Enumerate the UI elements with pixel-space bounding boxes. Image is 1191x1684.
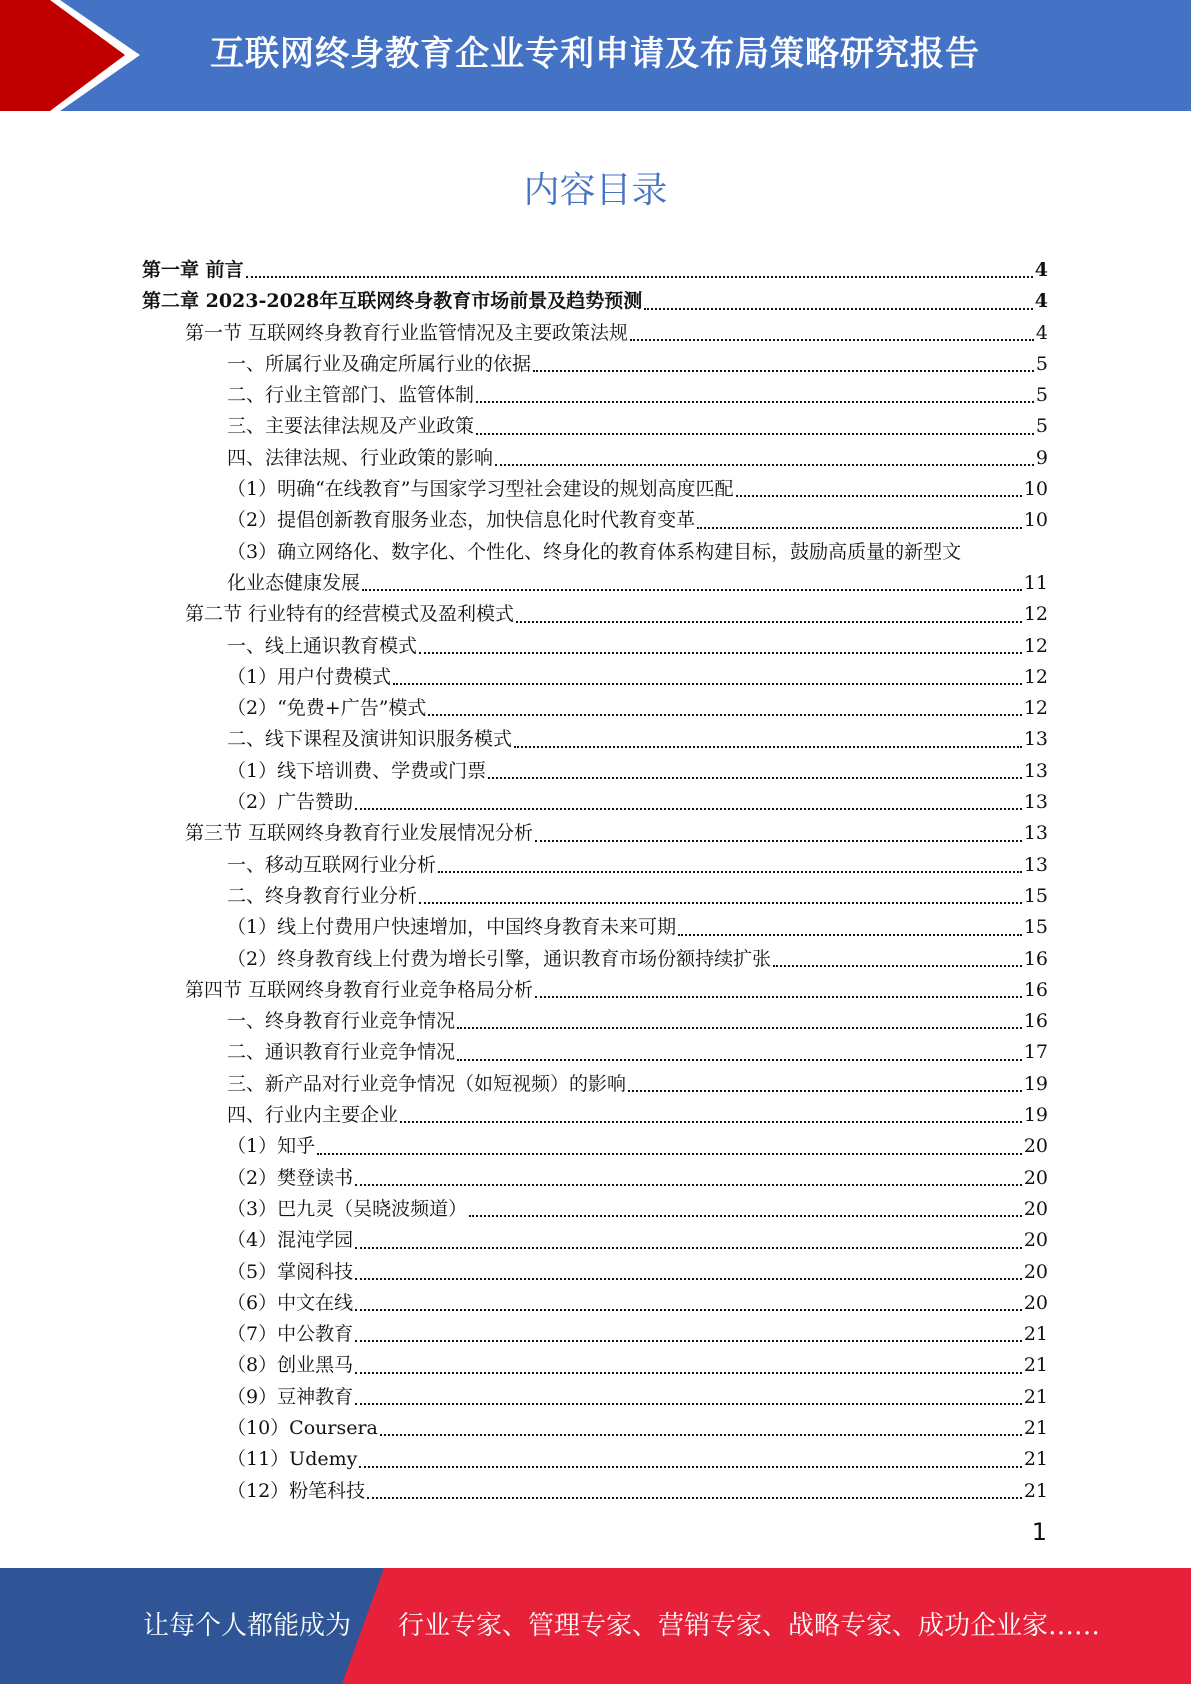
- page-number: 1: [1031, 1518, 1047, 1546]
- toc-entry-page: 11: [1023, 571, 1048, 594]
- toc-leader-dots: [516, 621, 1022, 623]
- toc-entry[interactable]: [142, 474, 1048, 505]
- toc-entry-page: 17: [1023, 1041, 1048, 1064]
- toc-entry[interactable]: [142, 1319, 1048, 1350]
- toc-entry-title: （12）粉笔科技: [227, 1479, 366, 1502]
- toc-entry[interactable]: [142, 1163, 1048, 1194]
- toc-entry[interactable]: [142, 1350, 1048, 1381]
- toc-entry-title: （2）樊登读书: [227, 1166, 354, 1189]
- toc-entry-page: 15: [1023, 884, 1048, 907]
- toc-entry-page: 20: [1023, 1135, 1048, 1158]
- toc-entry-page: 5: [1035, 352, 1048, 375]
- table-of-contents: [142, 255, 1048, 1507]
- toc-entry[interactable]: [142, 380, 1048, 411]
- toc-entry-title: 第三节 互联网终身教育行业发展情况分析: [185, 822, 534, 845]
- toc-heading: 内容目录: [523, 170, 668, 211]
- toc-leader-dots: [678, 934, 1022, 936]
- toc-entry-title: 一、移动互联网行业分析: [227, 853, 437, 876]
- toc-entry-title: （2）广告赞助: [227, 791, 354, 814]
- toc-leader-dots: [533, 370, 1034, 372]
- toc-leader-dots: [535, 840, 1022, 842]
- toc-leader-dots: [317, 1153, 1022, 1155]
- toc-entry[interactable]: [142, 662, 1048, 693]
- toc-entry[interactable]: [142, 537, 1048, 568]
- toc-entry-page: 12: [1023, 697, 1048, 720]
- toc-entry[interactable]: [142, 693, 1048, 724]
- toc-entry-title: 第二章 2023-2028年互联网终身教育市场前景及趋势预测: [142, 290, 643, 313]
- header-arrow-decoration: [0, 0, 140, 111]
- toc-entry-page: 19: [1023, 1104, 1048, 1127]
- toc-leader-dots: [246, 276, 1033, 278]
- toc-leader-dots: [400, 1121, 1022, 1123]
- toc-entry[interactable]: [142, 599, 1048, 630]
- toc-entry-title: （1）知乎: [227, 1135, 316, 1158]
- toc-entry[interactable]: [142, 1444, 1048, 1475]
- toc-entry-title: 三、主要法律法规及产业政策: [227, 415, 475, 438]
- toc-entry[interactable]: [142, 850, 1048, 881]
- toc-leader-dots: [438, 871, 1022, 873]
- toc-entry[interactable]: [142, 944, 1048, 975]
- toc-entry[interactable]: [142, 318, 1048, 349]
- toc-leader-dots: [697, 527, 1022, 529]
- toc-leader-dots: [630, 339, 1034, 341]
- toc-entry[interactable]: [142, 411, 1048, 442]
- toc-entry-page: 13: [1023, 822, 1048, 845]
- toc-entry[interactable]: [142, 787, 1048, 818]
- toc-entry[interactable]: [142, 443, 1048, 474]
- toc-entry[interactable]: [142, 631, 1048, 662]
- toc-leader-dots: [355, 1403, 1022, 1405]
- header-banner: [0, 0, 1191, 111]
- toc-leader-dots: [355, 808, 1022, 810]
- toc-entry[interactable]: [142, 975, 1048, 1006]
- toc-leader-dots: [419, 902, 1022, 904]
- toc-leader-dots: [355, 1340, 1022, 1342]
- toc-entry-title: 第一节 互联网终身教育行业监管情况及主要政策法规: [185, 321, 629, 344]
- toc-entry-page: 13: [1023, 853, 1048, 876]
- toc-entry-page: 20: [1023, 1260, 1048, 1283]
- toc-entry-title: 四、行业内主要企业: [227, 1104, 399, 1127]
- toc-entry-page: 10: [1023, 509, 1048, 532]
- toc-leader-dots: [488, 777, 1022, 779]
- toc-leader-dots: [355, 1309, 1022, 1311]
- toc-entry-page: 20: [1023, 1197, 1048, 1220]
- toc-leader-dots: [514, 746, 1022, 748]
- toc-leader-dots: [469, 1215, 1022, 1217]
- toc-entry-title: 二、终身教育行业分析: [227, 884, 418, 907]
- toc-entry[interactable]: [142, 1037, 1048, 1068]
- toc-entry-title: 第四节 互联网终身教育行业竞争格局分析: [185, 978, 534, 1001]
- toc-entry-title: （3）巴九灵（吴晓波频道）: [227, 1197, 468, 1220]
- toc-leader-dots: [457, 1059, 1022, 1061]
- toc-entry-page: 15: [1023, 916, 1048, 939]
- toc-entry-page: 13: [1023, 759, 1048, 782]
- toc-entry-page: 21: [1023, 1416, 1048, 1439]
- toc-leader-dots: [355, 1247, 1022, 1249]
- toc-entry-page: 16: [1023, 1010, 1048, 1033]
- toc-leader-dots: [419, 652, 1022, 654]
- toc-entry-page: 20: [1023, 1229, 1048, 1252]
- toc-entry-page: 12: [1023, 665, 1048, 688]
- toc-entry-page: 16: [1023, 978, 1048, 1001]
- toc-entry-title: 一、线上通识教育模式: [227, 634, 418, 657]
- toc-entry[interactable]: [142, 1257, 1048, 1288]
- toc-entry[interactable]: [142, 255, 1048, 286]
- toc-entry-title: 二、通识教育行业竞争情况: [227, 1041, 456, 1064]
- toc-leader-dots: [355, 1184, 1022, 1186]
- toc-entry-page: 4: [1035, 321, 1048, 344]
- toc-entry-page: 20: [1023, 1291, 1048, 1314]
- toc-entry-page: 4: [1034, 259, 1048, 281]
- toc-entry-title: （7）中公教育: [227, 1323, 354, 1346]
- toc-entry[interactable]: [142, 1476, 1048, 1507]
- toc-entry-page: 21: [1023, 1448, 1048, 1471]
- toc-entry-page: 12: [1023, 603, 1048, 626]
- toc-leader-dots: [355, 1372, 1022, 1374]
- toc-entry[interactable]: [142, 1194, 1048, 1225]
- toc-entry[interactable]: [142, 818, 1048, 849]
- toc-entry-title: 二、行业主管部门、监管体制: [227, 384, 475, 407]
- toc-entry-page: 5: [1035, 384, 1048, 407]
- toc-entry-title: 三、新产品对行业竞争情况（如短视频）的影响: [227, 1072, 627, 1095]
- toc-entry-page: 13: [1023, 791, 1048, 814]
- footer-slogan-left: 让每个人都能成为: [143, 1611, 352, 1641]
- toc-entry-title: 第二节 行业特有的经营模式及盈利模式: [185, 603, 515, 626]
- toc-leader-dots: [476, 433, 1034, 435]
- toc-leader-dots: [773, 965, 1022, 967]
- toc-entry-title: （10）Coursera: [227, 1416, 378, 1439]
- toc-entry-title: 一、终身教育行业竞争情况: [227, 1010, 456, 1033]
- toc-entry-title: （9）豆神教育: [227, 1385, 354, 1408]
- toc-entry-page: 21: [1023, 1479, 1048, 1502]
- toc-entry-page: 21: [1023, 1323, 1048, 1346]
- toc-entry-title: 第一章 前言: [142, 259, 244, 281]
- toc-entry-page: 21: [1023, 1385, 1048, 1408]
- toc-entry-title: （1）线上付费用户快速增加，中国终身教育未来可期: [227, 916, 677, 939]
- toc-entry-title: （1）用户付费模式: [227, 665, 392, 688]
- toc-entry-title: （11）Udemy: [227, 1448, 358, 1471]
- toc-entry-title: 化业态健康发展: [227, 571, 361, 594]
- toc-entry[interactable]: [142, 349, 1048, 380]
- footer-slogan-right: 行业专家、管理专家、营销专家、战略专家、成功企业家……: [398, 1611, 1101, 1641]
- toc-entry-page: 19: [1023, 1072, 1048, 1095]
- toc-entry-title: （2）提倡创新教育服务业态，加快信息化时代教育变革: [227, 509, 696, 532]
- toc-entry-page: 9: [1035, 446, 1048, 469]
- toc-leader-dots: [495, 464, 1034, 466]
- toc-entry[interactable]: [142, 505, 1048, 536]
- toc-entry[interactable]: [142, 756, 1048, 787]
- toc-entry-title: （2）“免费+广告”模式: [227, 697, 427, 720]
- toc-entry[interactable]: [142, 1413, 1048, 1444]
- toc-leader-dots: [355, 1278, 1022, 1280]
- toc-entry-page: 4: [1034, 290, 1048, 313]
- toc-leader-dots: [736, 495, 1022, 497]
- toc-entry-page: 21: [1023, 1354, 1048, 1377]
- toc-leader-dots: [628, 1090, 1022, 1092]
- toc-entry-title: 四、法律法规、行业政策的影响: [227, 446, 494, 469]
- toc-entry-page: 16: [1023, 947, 1048, 970]
- toc-entry-title: 一、所属行业及确定所属行业的依据: [227, 352, 532, 375]
- toc-entry[interactable]: [142, 881, 1048, 912]
- toc-entry-title: （1）明确“在线教育”与国家学习型社会建设的规划高度匹配: [227, 478, 734, 501]
- toc-entry[interactable]: [142, 912, 1048, 943]
- toc-leader-dots: [457, 1027, 1022, 1029]
- toc-entry[interactable]: [142, 286, 1048, 317]
- report-title: 互联网终身教育企业专利申请及布局策略研究报告: [210, 34, 980, 74]
- toc-entry-page: 12: [1023, 634, 1048, 657]
- toc-entry[interactable]: [142, 568, 1048, 599]
- toc-leader-dots: [380, 1434, 1022, 1436]
- toc-leader-dots: [359, 1466, 1021, 1468]
- toc-leader-dots: [362, 589, 1022, 591]
- toc-leader-dots: [476, 401, 1034, 403]
- toc-entry-title: （8）创业黑马: [227, 1354, 354, 1377]
- toc-entry[interactable]: [142, 1069, 1048, 1100]
- toc-leader-dots: [535, 996, 1022, 998]
- toc-entry[interactable]: [142, 1288, 1048, 1319]
- toc-entry-title: （2）终身教育线上付费为增长引擎，通识教育市场份额持续扩张: [227, 947, 772, 970]
- toc-entry-title: （3）确立网络化、数字化、个性化、终身化的教育体系构建目标，鼓励高质量的新型文: [227, 540, 962, 563]
- toc-entry-title: 二、线下课程及演讲知识服务模式: [227, 728, 513, 751]
- toc-entry[interactable]: [142, 1225, 1048, 1256]
- toc-entry-page: 20: [1023, 1166, 1048, 1189]
- toc-entry-title: （5）掌阅科技: [227, 1260, 354, 1283]
- toc-leader-dots: [428, 714, 1021, 716]
- toc-entry-title: （6）中文在线: [227, 1291, 354, 1314]
- toc-entry[interactable]: [142, 1006, 1048, 1037]
- toc-entry-page: 5: [1035, 415, 1048, 438]
- toc-entry-title: （4）混沌学园: [227, 1229, 354, 1252]
- toc-leader-dots: [644, 308, 1033, 310]
- toc-entry-page: 10: [1023, 478, 1048, 501]
- toc-entry[interactable]: [142, 1382, 1048, 1413]
- toc-entry-page: 13: [1023, 728, 1048, 751]
- toc-entry[interactable]: [142, 1100, 1048, 1131]
- toc-entry[interactable]: [142, 1131, 1048, 1162]
- toc-leader-dots: [393, 683, 1022, 685]
- toc-entry[interactable]: [142, 724, 1048, 755]
- toc-leader-dots: [367, 1497, 1022, 1499]
- footer-banner: [0, 1568, 1191, 1684]
- toc-entry-title: （1）线下培训费、学费或门票: [227, 759, 487, 782]
